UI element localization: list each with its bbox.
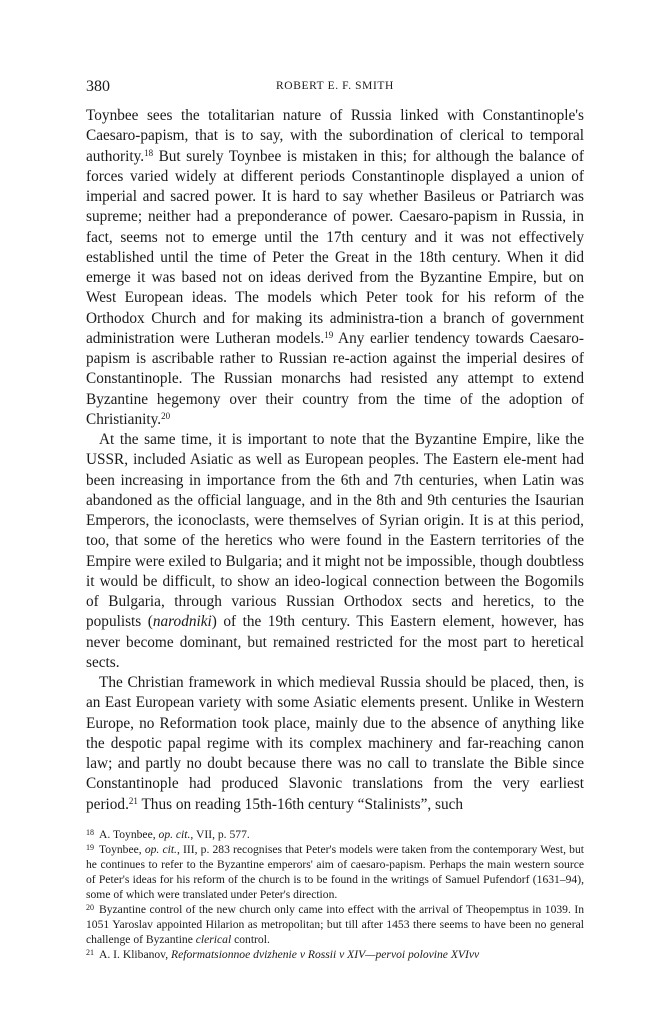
paragraph-text: But surely Toynbee is mistaken in this; for although the balance of forces varied widely at different periods Constantinople displayed a union of imperial and sacred power. It is hard to say whether Basileus or Patriarch was supreme; neither had a preponderance of power. Caesaro-papism in Russia, in fact, seems not to emerge until the 17th century and it was not effectively established until the time of Peter the Great in the 18th century. When it did emerge it was based not on ideas derived from the Byzantine Empire, but on West European ideas. The models which Peter took for his reform of the Orthodox Church and for making its administra-tion a branch of government administration were Lutheran models.	[86, 147, 584, 347]
paragraph	[86, 673, 584, 815]
footnote-20	[86, 902, 584, 947]
footnote-mark: 21	[86, 947, 94, 957]
body-text	[86, 106, 584, 815]
footnote-21	[86, 947, 584, 962]
running-head: ROBERT E. F. SMITH	[276, 80, 394, 92]
footnote-text: , VII, p. 577.	[190, 827, 250, 841]
paragraph	[86, 430, 584, 673]
footnote-mark: 20	[86, 902, 94, 912]
paragraph-text: The Christian framework in which medieval Russia should be placed, then, is an East European variety with some Asiatic elements present. Unlike in Western Europe, no Reformation took place, mainly due to the absence of anything like the despotic papal regime with its complex machinery and far-reaching canon law; and partly no doubt because there was no call to translate the Bible since Constantinople had produced Slavonic translations from the very earliest period.	[86, 674, 584, 813]
footnote-18	[86, 827, 584, 842]
footnotes	[86, 827, 584, 962]
footnote-ref: 21	[128, 795, 138, 806]
footnote-ref: 20	[161, 410, 171, 421]
footnote-mark: 19	[86, 842, 94, 852]
page-number: 380	[86, 78, 110, 95]
paragraph-text: Thus on reading 15th-16th century “Stalinists”, such	[137, 795, 464, 813]
footnote-19	[86, 842, 584, 902]
footnote-ref: 19	[324, 329, 334, 340]
footnote-text: , III, p. 283 recognises that Peter's models were taken from the contemporary West, but he continues to refer to the Byzantine emperors' aim of caesaro-papism. Perhaps the main western source of Peter's ideas for his reform of the church is to be found in the writings of Samuel Pufendorf (1631–94), some of which were translated under Peter's direction.	[86, 842, 584, 901]
footnote-italic: op. cit.	[158, 827, 191, 841]
paragraph-text: Any earlier tendency towards Caesaro-papism is ascribable rather to Russian re-action against the imperial desires of Constantinople. The Russian monarchs had resisted any attempt to extend Byzantine hegemony over their country from the time of the adoption of Christianity.	[86, 329, 584, 428]
footnote-mark: 18	[86, 827, 94, 837]
footnote-italic: clerical	[195, 932, 232, 946]
footnote-text: A. Toynbee,	[99, 827, 159, 841]
footnote-italic: Reformatsionnoe dvizhenie v Rossii v XIV—pervoi polovine XVIvv	[171, 947, 480, 961]
paragraph	[86, 106, 584, 430]
paragraph-text: At the same time, it is important to note that the Byzantine Empire, like the USSR, included Asiatic as well as European peoples. The Eastern ele-ment had been increasing in importance from the 6th and 7th centuries, when Latin was abandoned as the official language, and in the 8th and 9th centuries the Isaurian Emperors, the iconoclasts, were themselves of Syrian origin. It is at this period, too, that some of the heretics who were found in the Eastern territories of the Empire were exiled to Bulgaria; and it might not be impossible, though doubtless it would be difficult, to show an ideo-logical connection between the Bogomils of Bulgaria, through various Russian Orthodox sects and heretics, to the populists (	[86, 431, 584, 631]
footnote-text: control.	[231, 932, 270, 946]
book-page	[86, 78, 584, 962]
paragraph-text: Toynbee sees the totalitarian nature of Russia linked with Constantinople's Caesaro-papism, that is to say, with the subordination of clerical to temporal authority.	[86, 107, 584, 165]
paragraph-text: ) of the 19th century. This Eastern element, however, has never become dominant, but remained restricted for the most part to heretical sects.	[86, 613, 585, 671]
page-header	[86, 78, 584, 100]
footnote-italic: op. cit.	[144, 842, 177, 856]
italic-term: narodniki	[152, 613, 212, 631]
footnote-text: Toynbee,	[99, 842, 145, 856]
footnote-text: A. I. Klibanov,	[99, 947, 172, 961]
footnote-text: Byzantine control of the new church only came into effect with the arrival of Theopemptus in 1039. In 1051 Yaroslav appointed Hilarion as metropolitan; but till after 1453 there seems to have been no general challenge of Byzantine	[86, 902, 584, 946]
footnote-ref: 18	[144, 147, 154, 158]
